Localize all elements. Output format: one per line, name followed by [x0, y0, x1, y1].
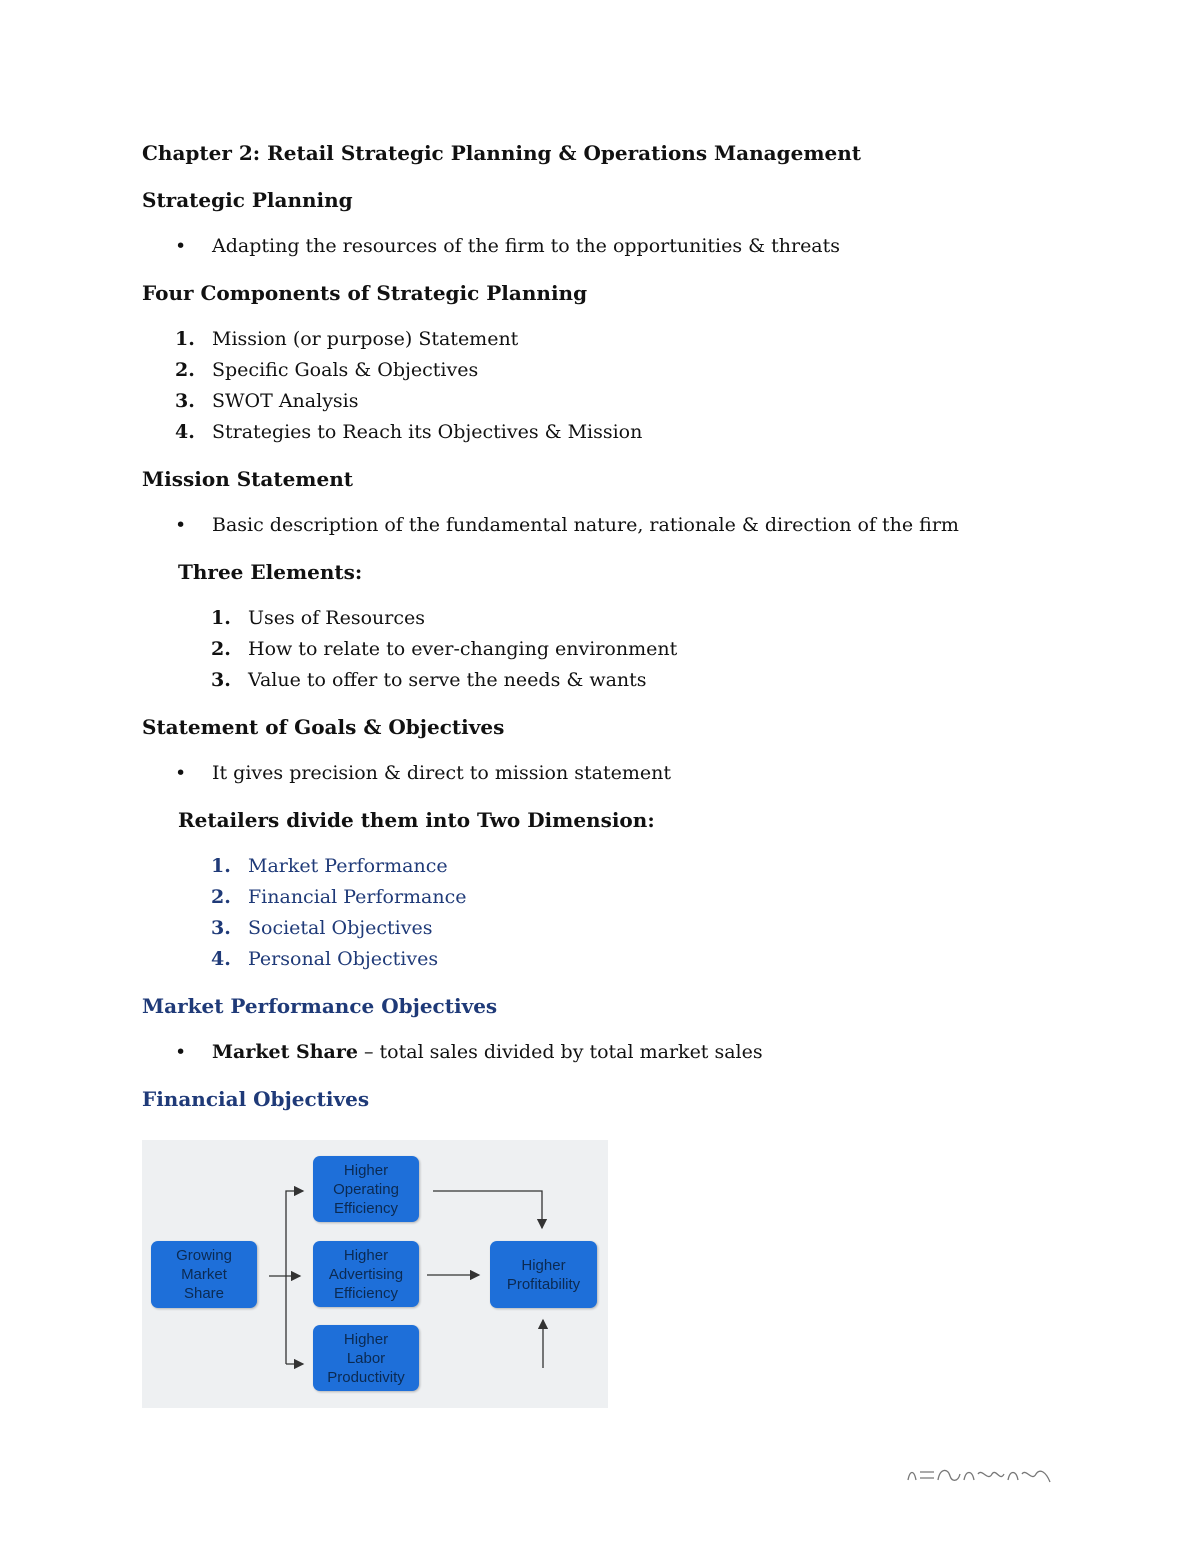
labor-productivity-box [313, 1325, 419, 1391]
list-item [142, 944, 1102, 975]
item-text: Uses of Resources [248, 607, 426, 629]
box-line: Higher [343, 1161, 389, 1179]
box-line: Advertising [328, 1265, 404, 1283]
list-item [142, 634, 1102, 665]
box-line: Higher [343, 1246, 389, 1264]
list-item: • It gives precision & direct to mission statement [142, 758, 1102, 789]
item-number: 2. [211, 886, 231, 908]
item-number: 1. [211, 855, 231, 877]
term: Market Share [212, 1041, 358, 1063]
growing-market-share-box [151, 1241, 257, 1308]
document-page [142, 138, 1102, 1114]
box-line: Efficiency [334, 1284, 398, 1302]
item-number: 1. [175, 328, 195, 350]
definition: – total sales divided by total market sales [357, 1041, 763, 1063]
item-number: 3. [211, 917, 231, 939]
item-number: 3. [211, 669, 231, 691]
list-item [142, 355, 1102, 386]
list-item [142, 882, 1102, 913]
list-item [142, 386, 1102, 417]
list-item [142, 1037, 1102, 1068]
list-item [142, 913, 1102, 944]
box-line: Efficiency [334, 1199, 398, 1217]
box-line: Higher [343, 1330, 389, 1348]
item-number: 2. [175, 359, 195, 381]
market-performance-heading: Market Performance Objectives [142, 994, 498, 1018]
item-number: 1. [211, 607, 231, 629]
item-text: Strategies to Reach its Objectives & Mission [212, 421, 643, 443]
box-line: Profitability [506, 1275, 581, 1293]
financial-objectives-heading: Financial Objectives [142, 1087, 370, 1111]
four-components-list [142, 324, 1102, 448]
two-dimension-heading: Retailers divide them into Two Dimension: [178, 808, 655, 832]
item-text: Mission (or purpose) Statement [212, 328, 519, 350]
box-line: Productivity [327, 1368, 405, 1386]
dimension-list [142, 851, 1102, 975]
mission-statement-heading: Mission Statement [142, 467, 353, 491]
chapter-title: Chapter 2: Retail Strategic Planning & Operations Management [142, 141, 862, 165]
box-line: Labor [346, 1349, 386, 1367]
list-item [142, 851, 1102, 882]
financial-objectives-diagram [142, 1140, 608, 1408]
item-text: SWOT Analysis [212, 390, 359, 412]
list-item: • Basic description of the fundamental nature, rationale & direction of the firm [142, 510, 1102, 541]
item-text: Personal Objectives [248, 948, 439, 970]
advertising-efficiency-box [313, 1241, 419, 1307]
operating-efficiency-box [313, 1156, 419, 1222]
three-elements-list [142, 603, 1102, 696]
arrow-operating-to-profit [433, 1191, 542, 1228]
box-line: Share [183, 1285, 224, 1302]
three-elements-heading: Three Elements: [178, 560, 363, 584]
arrow-split-to-operating [286, 1191, 303, 1364]
item-text: Financial Performance [248, 886, 467, 908]
box-line: Higher [521, 1256, 566, 1274]
item-text: Market Performance [248, 855, 448, 877]
list-item [142, 665, 1102, 696]
item-number: 2. [211, 638, 231, 660]
goals-objectives-heading: Statement of Goals & Objectives [142, 715, 505, 739]
item-text: Specific Goals & Objectives [212, 359, 479, 381]
item-number: 3. [175, 390, 195, 412]
item-text: How to relate to ever-changing environment [248, 638, 678, 660]
box-line: Market [181, 1266, 227, 1283]
box-line: Growing [176, 1247, 232, 1264]
four-components-heading: Four Components of Strategic Planning [142, 281, 588, 305]
item-number: 4. [211, 948, 231, 970]
list-item [142, 603, 1102, 634]
box-line: Operating [333, 1180, 399, 1198]
strategic-planning-heading: Strategic Planning [142, 188, 353, 212]
list-item [142, 324, 1102, 355]
item-number: 4. [175, 421, 195, 443]
list-item: • Adapting the resources of the firm to the opportunities & threats [142, 231, 1102, 262]
signature-scribble [900, 1460, 1060, 1490]
item-text: Societal Objectives [248, 917, 433, 939]
list-item [142, 417, 1102, 448]
higher-profitability-box [490, 1241, 597, 1308]
item-text: Value to offer to serve the needs & wants [248, 669, 647, 691]
